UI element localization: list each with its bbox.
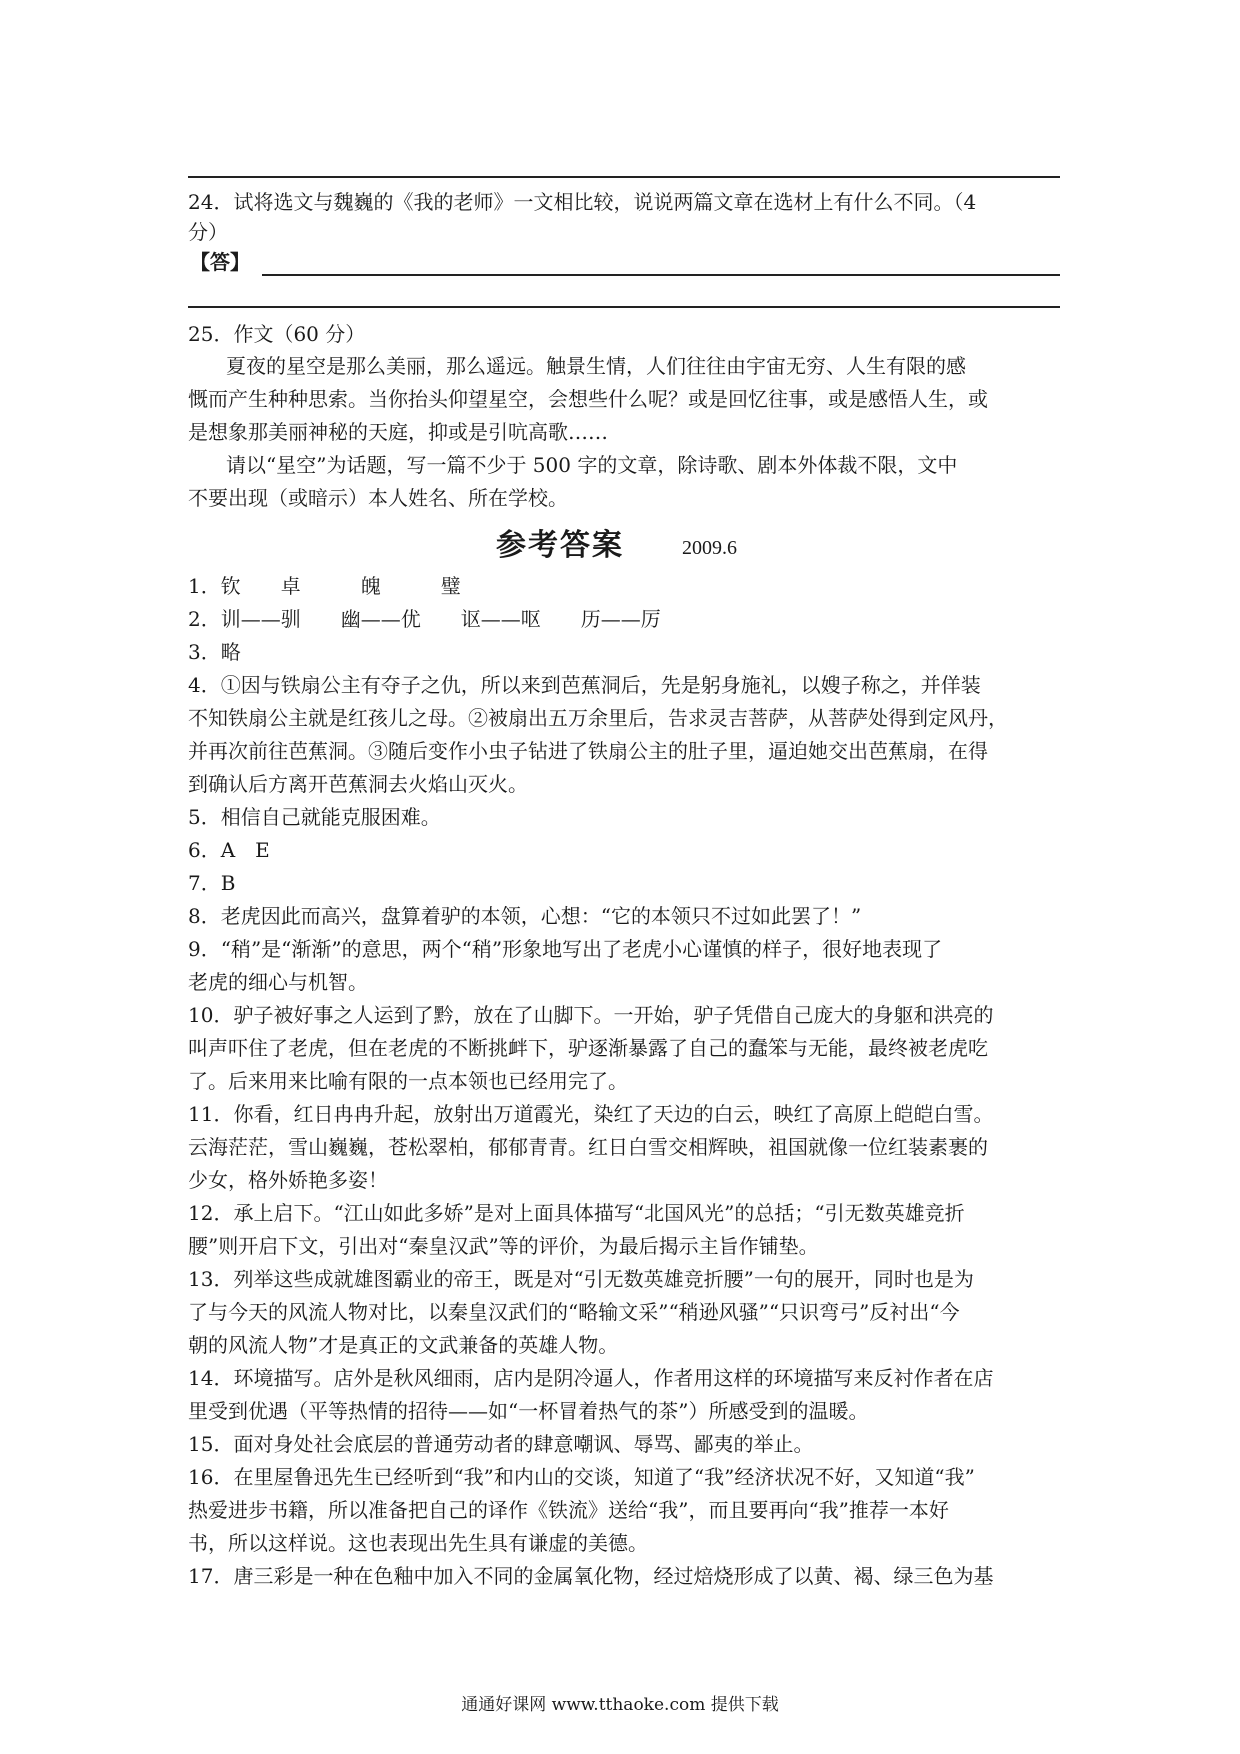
answer-line: 15．面对身处社会底层的普通劳动者的肆意嘲讽、辱骂、鄙夷的举止。 [188, 1432, 814, 1456]
essay-prompt-line: 慨而产生种种思索。当你抬头仰望星空，会想些什么呢？或是回忆往事，或是感悟人生，或 [188, 387, 988, 411]
answer-line: 7．B [188, 871, 236, 895]
answer-line: 4．①因与铁扇公主有夺子之仇，所以来到芭蕉洞后，先是躬身施礼，以嫂子称之，并佯装 [188, 673, 981, 697]
question-24-line-1: 24．试将选文与魏巍的《我的老师》一文相比较，说说两篇文章在选材上有什么不同。（4 [188, 190, 977, 214]
question-25-heading: 25．作文（60 分） [188, 322, 366, 346]
answer-line: 17．唐三彩是一种在色釉中加入不同的金属氧化物，经过焙烧形成了以黄、褐、绿三色为基 [188, 1564, 994, 1588]
answer-line: 8．老虎因此而高兴，盘算着驴的本领，心想：“它的本领只不过如此罢了！” [188, 904, 862, 928]
answers-title: 参考答案 [496, 528, 624, 563]
answer-line: 10．驴子被好事之人运到了黔，放在了山脚下。一开始，驴子凭借自己庞大的身躯和洪亮的 [188, 1003, 994, 1027]
essay-requirement-line: 不要出现（或暗示）本人姓名、所在学校。 [188, 486, 568, 510]
essay-prompt-line: 夏夜的星空是那么美丽，那么遥远。触景生情，人们往往由宇宙无穷、人生有限的感 [226, 354, 966, 378]
answer-line: 不知铁扇公主就是红孩儿之母。②被扇出五万余里后，告求灵吉菩萨，从菩萨处得到定风丹， [188, 706, 1008, 730]
answer-line: 里受到优遇（平等热情的招待——如“一杯冒着热气的茶”）所感受到的温暖。 [188, 1399, 869, 1423]
answer-line: 2．训——驯 幽——优 讴——呕 历——厉 [188, 607, 661, 631]
answer-line: 了与今天的风流人物对比，以秦皇汉武们的“略输文采”“稍逊风骚”“只识弯弓”反衬出“今 [188, 1300, 960, 1324]
answer-line: 9．“稍”是“渐渐”的意思，两个“稍”形象地写出了老虎小心谨慎的样子，很好地表现了 [188, 937, 943, 961]
essay-prompt-line: 是想象那美丽神秘的天庭，抑或是引吭高歌…… [188, 420, 608, 444]
answer-line: 少女，格外娇艳多姿！ [188, 1168, 388, 1192]
answer-line: 了。后来用来比喻有限的一点本领也已经用完了。 [188, 1069, 628, 1093]
question-24-line-2: 分） [188, 220, 228, 244]
answer-write-line [262, 274, 1060, 276]
answer-line: 13．列举这些成就雄图霸业的帝王，既是对“引无数英雄竞折腰”一句的展开，同时也是为 [188, 1267, 974, 1291]
answer-line: 到确认后方离开芭蕉洞去火焰山灭火。 [188, 772, 528, 796]
answer-line: 16．在里屋鲁迅先生已经听到“我”和内山的交谈，知道了“我”经济状况不好，又知道“我” [188, 1465, 975, 1489]
answer-line: 云海茫茫，雪山巍巍，苍松翠柏，郁郁青青。红日白雪交相辉映，祖国就像一位红装素裹的 [188, 1135, 988, 1159]
answer-line: 老虎的细心与机智。 [188, 970, 368, 994]
top-answer-line [188, 176, 1060, 178]
answer-write-line-2 [188, 306, 1060, 308]
answer-line: 3．略 [188, 640, 241, 664]
answers-date: 2009.6 [682, 537, 737, 559]
answer-line: 叫声吓住了老虎，但在老虎的不断挑衅下，驴逐渐暴露了自己的蠢笨与无能，最终被老虎吃 [188, 1036, 988, 1060]
answer-line: 5．相信自己就能克服困难。 [188, 805, 441, 829]
answer-line: 6．A E [188, 838, 270, 862]
answer-line: 并再次前往芭蕉洞。③随后变作小虫子钻进了铁扇公主的肚子里，逼迫她交出芭蕉扇，在得 [188, 739, 988, 763]
answer-label: 【答】 [190, 250, 250, 274]
footer-credit: 通通好课网 www.tthaoke.com 提供下载 [461, 1695, 779, 1715]
answer-line: 12．承上启下。“江山如此多娇”是对上面具体描写“北国风光”的总括；“引无数英雄竞折 [188, 1201, 965, 1225]
answer-line: 书，所以这样说。这也表现出先生具有谦虚的美德。 [188, 1531, 648, 1555]
answer-line: 11．你看，红日冉冉升起，放射出万道霞光，染红了天边的白云，映红了高原上皑皑白雪。 [188, 1102, 994, 1126]
answer-line: 热爱进步书籍，所以准备把自己的译作《铁流》送给“我”，而且要再向“我”推荐一本好 [188, 1498, 949, 1522]
essay-requirement-line: 请以“星空”为话题，写一篇不少于 500 字的文章，除诗歌、剧本外体裁不限，文中 [226, 453, 958, 477]
answer-line: 14．环境描写。店外是秋风细雨，店内是阴冷逼人，作者用这样的环境描写来反衬作者在店 [188, 1366, 994, 1390]
answer-line: 朝的风流人物”才是真正的文武兼备的英雄人物。 [188, 1333, 619, 1357]
answer-line: 腰”则开启下文，引出对“秦皇汉武”等的评价，为最后揭示主旨作铺垫。 [188, 1234, 819, 1258]
answer-line: 1．钦 卓 魄 璧 [188, 574, 461, 598]
